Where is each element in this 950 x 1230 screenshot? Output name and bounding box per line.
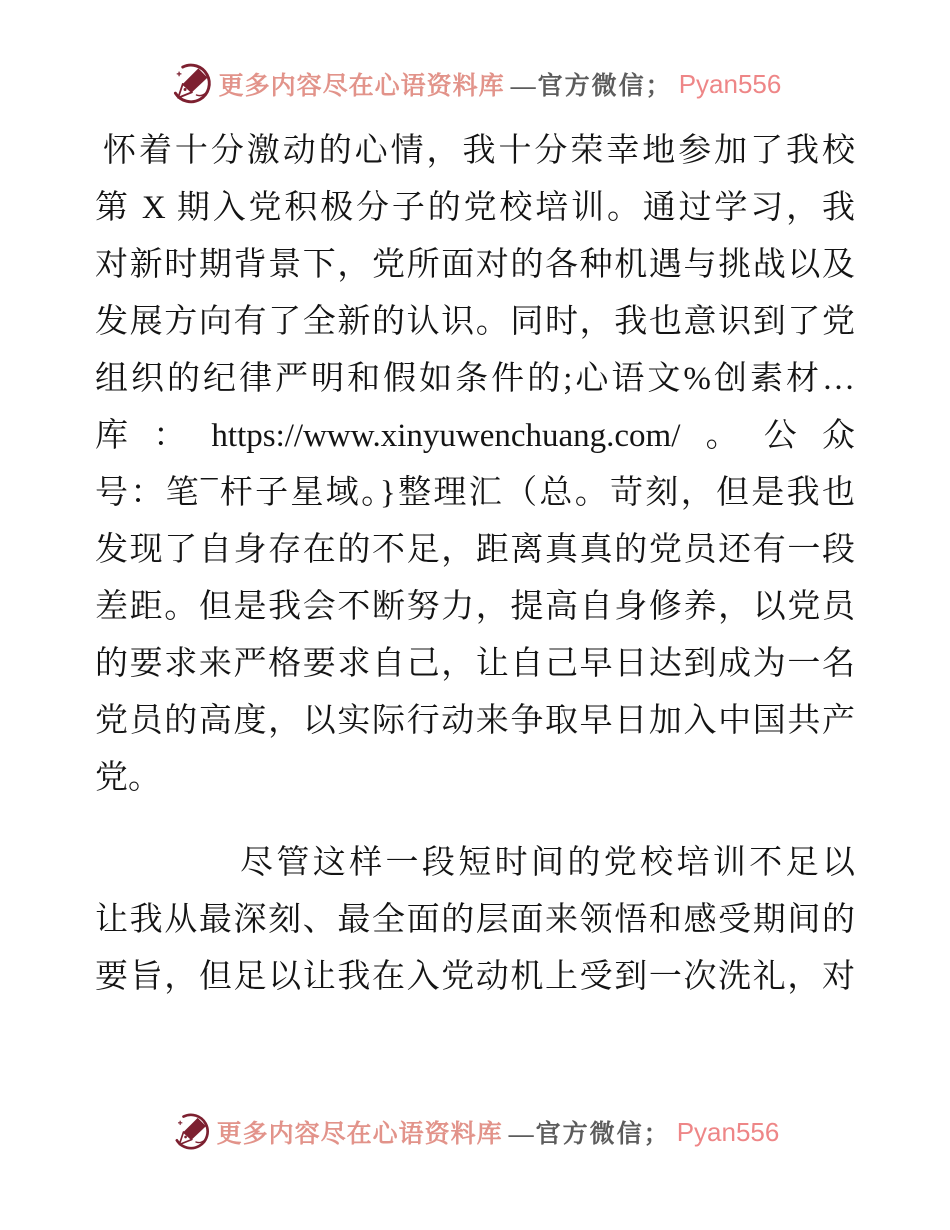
text-line: 对新时期背景下，党所面对的各种机遇与挑战以及: [95, 247, 855, 283]
header-wechat-id: Pyan556: [678, 68, 782, 99]
text-line: 第 X 期入党积极分子的党校培训。通过学习，我: [95, 190, 855, 226]
pen-circle-logo-icon: [171, 1112, 211, 1152]
page-footer: [0, 1112, 950, 1152]
text-line: 尽管这样一段短时间的党校培训不足以: [240, 845, 855, 881]
text-line: 让我从最深刻、最全面的层面来领悟和感受期间的: [95, 902, 855, 938]
page-header: [0, 62, 950, 106]
text-line: 组织的纪律严明和假如条件的;心语文%创素材…: [95, 361, 855, 397]
text-line: 的要求来严格要求自己，让自己早日达到成为一名: [95, 646, 855, 682]
footer-official-wechat-label: —官方微信；: [508, 1121, 671, 1148]
header-brand-text: 更多内容尽在心语资料库: [218, 73, 505, 100]
text-line: 差距。但是我会不断努力，提高自身修养，以党员: [95, 589, 855, 625]
header-official-wechat-label: —官方微信；: [510, 73, 673, 100]
text-line: 发展方向有了全新的认识。同时，我也意识到了党: [95, 304, 855, 340]
text-line: 怀着十分激动的心情，我十分荣幸地参加了我校: [103, 133, 855, 169]
footer-wechat-id: Pyan556: [676, 1116, 780, 1147]
text-line: 发现了自身存在的不足，距离真真的党员还有一段: [95, 532, 855, 568]
text-line: 党。: [95, 760, 161, 796]
pen-circle-logo-icon: [169, 62, 213, 106]
document-body: [95, 123, 855, 1006]
text-line: 要旨，但足以让我在入党动机上受到一次洗礼，对: [95, 959, 855, 995]
text-line-url: 库：https://www.xinyuwenchuang.com/。公众: [95, 418, 855, 454]
text-line: 党员的高度，以实际行动来争取早日加入中国共产: [95, 703, 855, 739]
footer-brand-text: 更多内容尽在心语资料库: [216, 1121, 503, 1148]
text-line: 号：笔¯杆子星域。}整理汇（总。苛刻，但是我也: [95, 475, 855, 511]
